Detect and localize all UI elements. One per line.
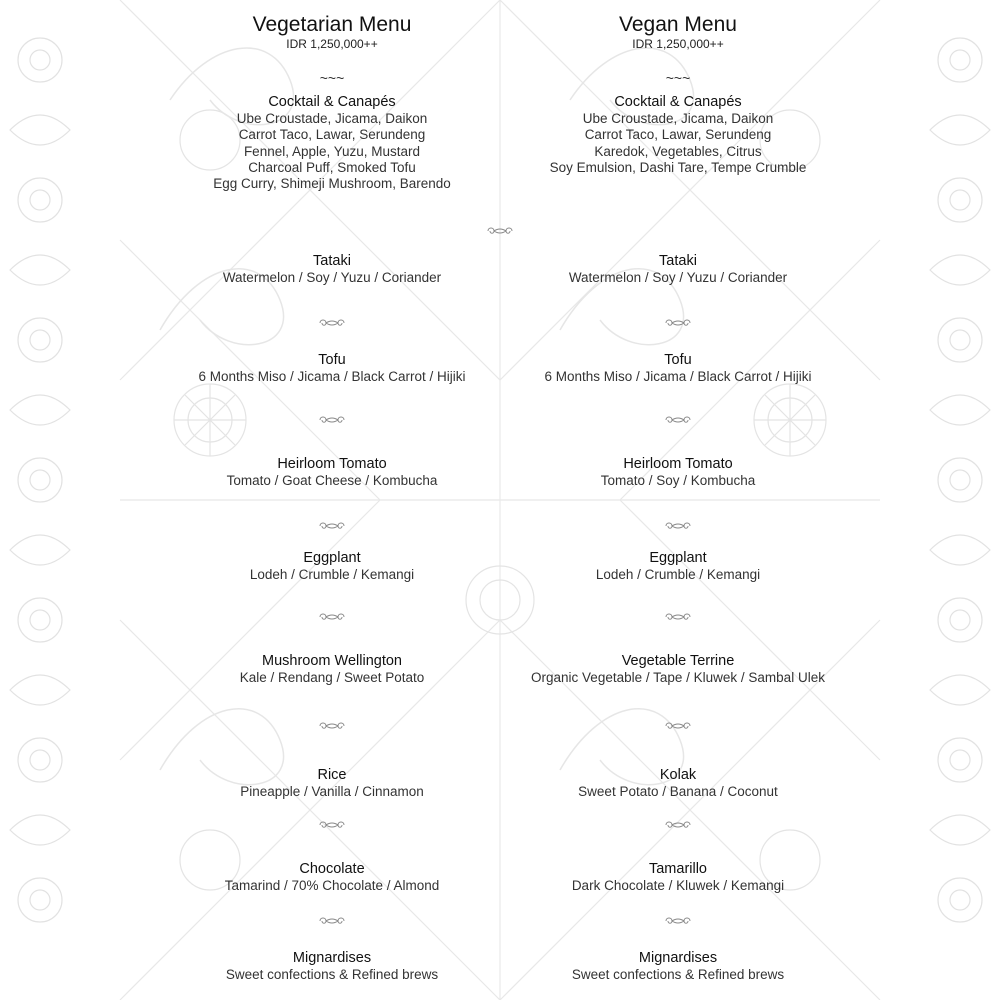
course-name: Tataki (659, 253, 697, 269)
course-name: Tataki (313, 253, 351, 269)
course-description: Lodeh / Crumble / Kemangi (249, 567, 415, 582)
right-floral-border (930, 38, 990, 922)
vegan-menu-title: Vegan Menu (619, 13, 737, 36)
scroll-ornament-icon (664, 612, 692, 622)
course-name: Kolak (659, 767, 697, 783)
scroll-ornament-icon (664, 721, 692, 731)
course-description: Sweet Potato / Banana / Coconut (578, 784, 778, 799)
course-description: Tomato / Goat Cheese / Kombucha (226, 473, 438, 488)
course-description: Watermelon / Soy / Yuzu / Coriander (222, 270, 442, 285)
course-description: Tamarind / 70% Chocolate / Almond (224, 878, 440, 893)
vegan-title-divider: ~~~ (665, 70, 691, 86)
course-name: Tofu (318, 352, 346, 368)
scroll-ornament-icon (318, 820, 346, 830)
canape-item: Soy Emulsion, Dashi Tare, Tempe Crumble (549, 159, 807, 175)
course-name: Heirloom Tomato (623, 456, 733, 472)
course-description: Pineapple / Vanilla / Cinnamon (240, 784, 424, 799)
course-description: Tomato / Soy / Kombucha (600, 473, 756, 488)
course-name: Mignardises (638, 950, 718, 966)
vegan-course-4 (468, 550, 888, 583)
course-description: Kale / Rendang / Sweet Potato (239, 670, 425, 685)
canape-item: Egg Curry, Shimeji Mushroom, Barendo (213, 176, 451, 192)
course-name: Heirloom Tomato (277, 456, 387, 472)
scroll-ornament-icon (318, 415, 346, 425)
course-name: Cocktail & Canapés (614, 94, 742, 110)
vegan-canapes-section (468, 94, 888, 176)
scroll-ornament-icon (664, 820, 692, 830)
vegan-course-7 (468, 861, 888, 894)
course-description: Dark Chocolate / Kluwek / Kemangi (571, 878, 785, 893)
course-name: Eggplant (303, 550, 361, 566)
course-name: Cocktail & Canapés (268, 94, 396, 110)
course-description: Lodeh / Crumble / Kemangi (595, 567, 761, 582)
vegan-course-3 (468, 456, 888, 489)
course-name: Mignardises (292, 950, 372, 966)
scroll-ornament-icon (664, 318, 692, 328)
course-name: Tofu (664, 352, 692, 368)
vegetarian-menu-title: Vegetarian Menu (252, 13, 412, 36)
course-description: Watermelon / Soy / Yuzu / Coriander (568, 270, 788, 285)
course-description: 6 Months Miso / Jicama / Black Carrot / Hijiki (198, 369, 466, 384)
vegan-course-8 (468, 950, 888, 983)
course-description: Organic Vegetable / Tape / Kluwek / Sambal Ulek (531, 670, 825, 685)
canape-item: Karedok, Vegetables, Citrus (594, 143, 762, 159)
scroll-ornament-icon (318, 521, 346, 531)
vegan-course-6 (468, 767, 888, 800)
vegan-course-5 (468, 653, 888, 686)
course-name: Vegetable Terrine (621, 653, 735, 669)
canape-item: Fennel, Apple, Yuzu, Mustard (243, 143, 421, 159)
scroll-ornament-icon (318, 721, 346, 731)
course-name: Tamarillo (648, 861, 707, 877)
canape-item: Carrot Taco, Lawar, Serundeng (584, 127, 772, 143)
scroll-ornament-icon (664, 415, 692, 425)
course-description: 6 Months Miso / Jicama / Black Carrot / Hijiki (544, 369, 812, 384)
scroll-ornament-icon (318, 318, 346, 328)
course-description: Sweet confections & Refined brews (571, 967, 785, 982)
canape-item: Carrot Taco, Lawar, Serundeng (238, 127, 426, 143)
course-name: Eggplant (649, 550, 707, 566)
vegan-course-2 (468, 352, 888, 385)
vegan-course-1 (468, 253, 888, 286)
scroll-ornament-icon (318, 916, 346, 926)
canape-item: Ube Croustade, Jicama, Daikon (582, 111, 774, 126)
vegetarian-menu-price: IDR 1,250,000++ (286, 37, 378, 51)
scroll-ornament-icon (664, 916, 692, 926)
course-name: Mushroom Wellington (262, 653, 402, 669)
scroll-ornament-icon (664, 521, 692, 531)
scroll-ornament-icon (486, 226, 514, 236)
vegan-menu-price: IDR 1,250,000++ (632, 37, 724, 51)
course-name: Chocolate (299, 861, 365, 877)
vegetarian-title-divider: ~~~ (319, 70, 345, 86)
course-description: Sweet confections & Refined brews (225, 967, 439, 982)
left-floral-border (10, 38, 70, 922)
scroll-ornament-icon (318, 612, 346, 622)
course-name: Rice (317, 767, 347, 783)
canape-item: Charcoal Puff, Smoked Tofu (248, 159, 416, 175)
canape-item: Ube Croustade, Jicama, Daikon (236, 111, 428, 126)
